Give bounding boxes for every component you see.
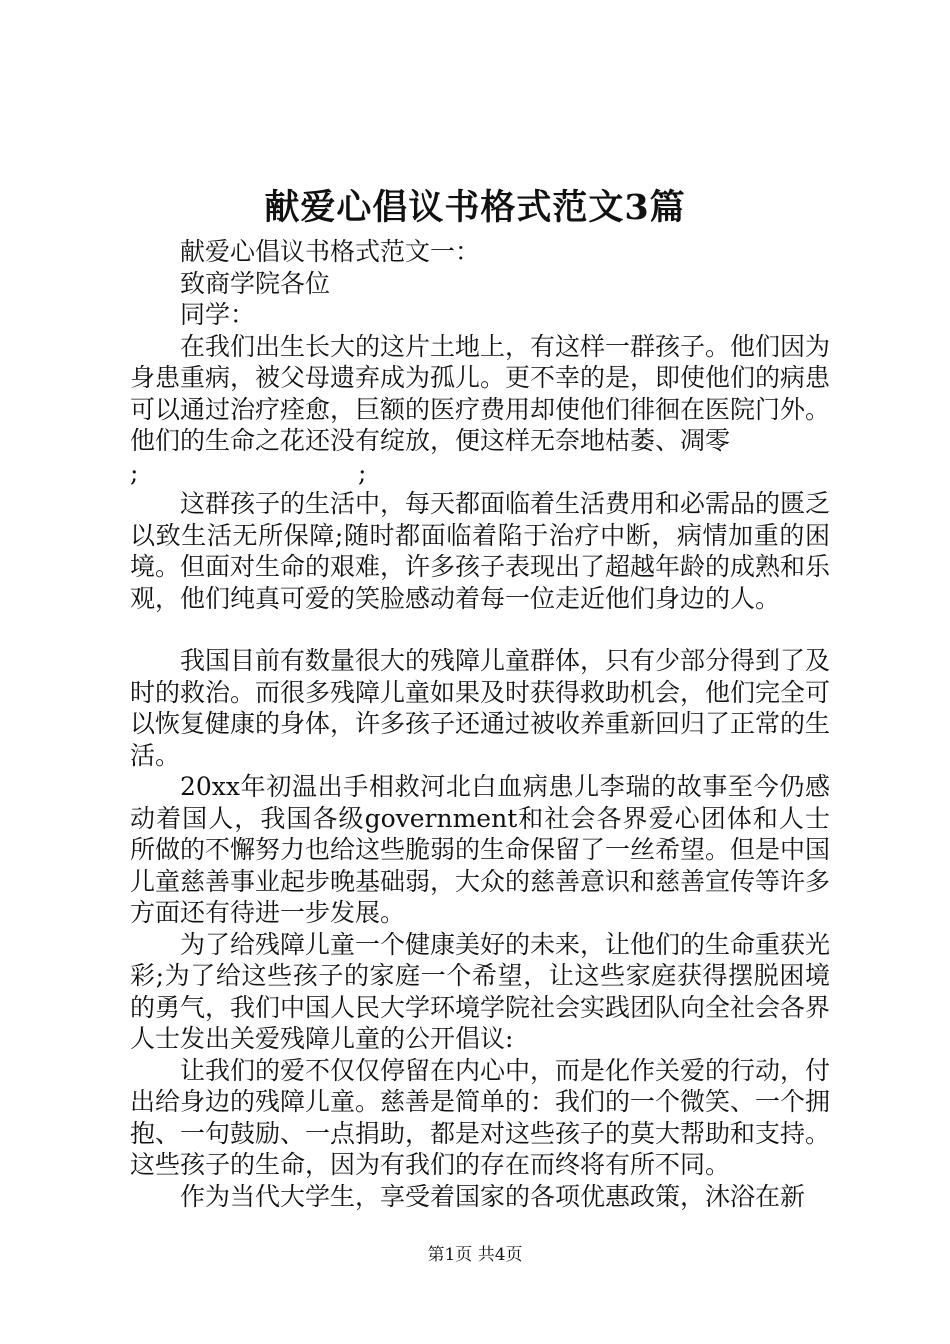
heading-line: 献爱心倡议书格式范文一：: [180, 237, 481, 266]
salutation-line-2: 同学：: [180, 300, 256, 329]
document-title: 献爱心倡议书格式范文3篇: [264, 187, 686, 228]
paragraph-2: 这群孩子的生活中，每天都面临着生活费用和必需品的匮乏以致生活无所保障;随时都面临着陷于治疗中断，病情加重的困境。但面对生命的艰难，许多孩子表现出了超越年龄的成熟和乐观，他们纯真可爱的笑脸感动着每一位走近他们身边的人。: [130, 489, 831, 613]
semicolon-line: [130, 457, 830, 489]
document-body: [130, 236, 830, 1212]
paragraph-4: 20xx年初温出手相救河北白血病患儿李瑞的故事至今仍感动着国人，我国各级government和社会各界爱心团体和人士所做的不懈努力也给这些脆弱的生命保留了一丝希望。但是中国儿童慈善事业起步晚基础弱，大众的慈善意识和慈善宣传等许多方面还有待进一步发展。: [130, 772, 831, 927]
paragraph-5: 为了给残障儿童一个健康美好的未来，让他们的生命重获光彩;为了给这些孩子的家庭一个希望，让这些家庭获得摆脱困境的勇气，我们中国人民大学环境学院社会实践团队向全社会各界人士发出关爱残障儿童的公开倡议:: [130, 929, 831, 1053]
paragraph-3: 我国目前有数量很大的残障儿童群体，只有少部分得到了及时的救治。而很多残障儿童如果及时获得救助机会，他们完全可以恢复健康的身体，许多孩子还通过被收养重新回归了正常的生活。: [130, 646, 831, 770]
paragraph-6: 让我们的爱不仅仅停留在内心中，而是化作关爱的行动，付出给身边的残障儿童。慈善是简单的：我们的一个微笑、一个拥抱、一句鼓励、一点捐助，都是对这些孩子的莫大帮助和支持。这些孩子的生命，因为有我们的存在而终将有所不同。: [130, 1055, 831, 1179]
page-footer: 第1页 共4页: [427, 1245, 523, 1265]
paragraph-1: 在我们出生长大的这片土地上，有这样一群孩子。他们因为身患重病，被父母遗弃成为孤儿。更不幸的是，即使他们的病患可以通过治疗痊愈，巨额的医疗费用却使他们徘徊在医院门外。他们的生命之花还没有绽放，便这样无奈地枯萎、凋零: [130, 331, 831, 455]
semicolon-right: ;: [358, 457, 367, 487]
semicolon-left: ;: [130, 457, 139, 487]
salutation-line-1: 致商学院各位: [180, 268, 331, 298]
paragraph-7: 作为当代大学生，享受着国家的各项优惠政策，沐浴在新: [180, 1181, 806, 1211]
